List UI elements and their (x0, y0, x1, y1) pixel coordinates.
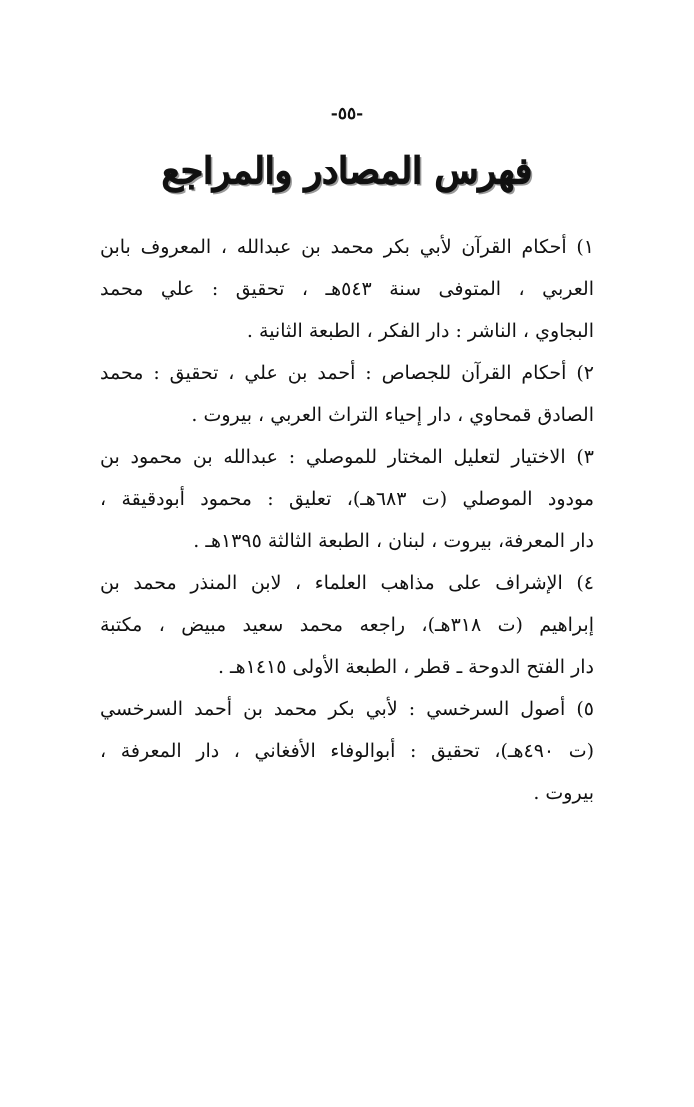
reference-line: الصادق قمحاوي ، دار إحياء التراث العربي ، بيروت . (191, 404, 594, 426)
reference-line: (ت ٤٩٠هـ)، تحقيق : أبوالوفاء الأفغاني ، دار المعرفة ، (100, 740, 594, 762)
reference-line: ٢) أحكام القرآن للجصاص : أحمد بن علي ، تحقيق : محمد (100, 362, 594, 384)
reference-line: دار الفتح الدوحة ـ قطر ، الطبعة الأولى ١٤١٥هـ . (217, 656, 594, 678)
reference-entry-3 (100, 436, 594, 562)
page-heading: فهرس المصادر والمراجع (161, 150, 533, 192)
reference-entry-1 (100, 226, 594, 352)
reference-line: البجاوي ، الناشر : دار الفكر ، الطبعة الثانية . (246, 320, 594, 342)
reference-entry-2 (100, 352, 594, 436)
reference-line: إبراهيم (ت ٣١٨هـ)، راجعه محمد سعيد مبيض ، مكتبة (100, 614, 594, 636)
reference-line: ٣) الاختيار لتعليل المختار للموصلي : عبدالله بن محمود بن (100, 446, 594, 468)
reference-entry-4 (100, 562, 594, 688)
reference-entry-5 (100, 688, 594, 814)
reference-line: دار المعرفة، بيروت ، لبنان ، الطبعة الثالثة ١٣٩٥هـ . (193, 530, 594, 552)
reference-line: ١) أحكام القرآن لأبي بكر محمد بن عبدالله ، المعروف بابن (100, 236, 594, 258)
reference-line: بيروت . (533, 782, 594, 804)
page-number: -٥٥- (330, 104, 364, 124)
reference-line: ٤) الإشراف على مذاهب العلماء ، لابن المنذر محمد بن (100, 572, 594, 594)
reference-line: ٥) أصول السرخسي : لأبي بكر محمد بن أحمد السرخسي (100, 698, 594, 720)
references-list (100, 226, 594, 814)
reference-line: مودود الموصلي (ت ٦٨٣هـ)، تعليق : محمود أبودقيقة ، (100, 488, 594, 510)
reference-line: العربي ، المتوفى سنة ٥٤٣هـ ، تحقيق : علي محمد (100, 278, 594, 300)
